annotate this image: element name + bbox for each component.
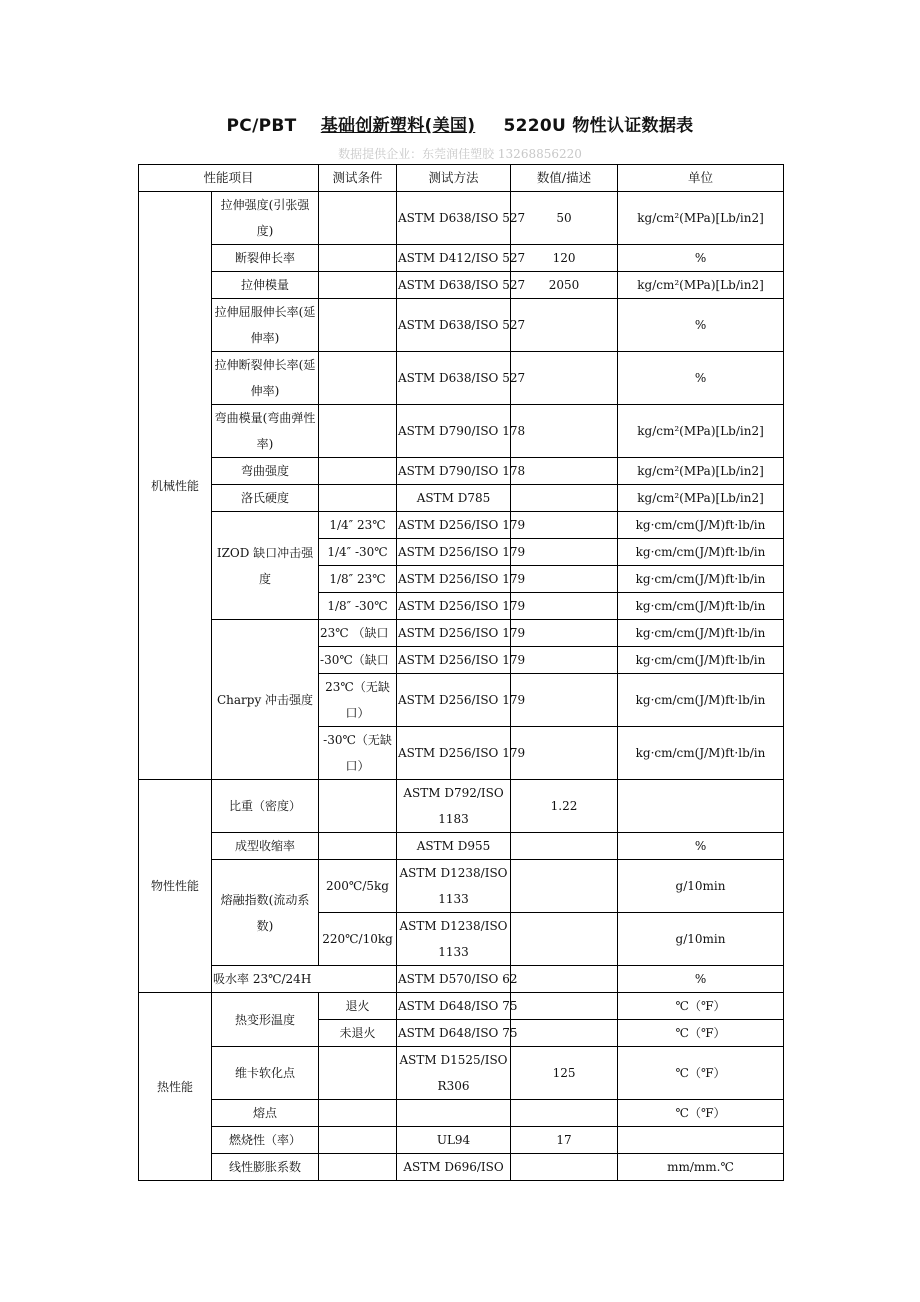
property-unit: ℃（℉） [618, 993, 784, 1020]
property-unit: kg/cm²(MPa)[Lb/in2] [618, 272, 784, 299]
test-condition [319, 1127, 397, 1154]
property-unit: ℃（℉） [618, 1020, 784, 1047]
property-unit: ℃（℉） [618, 1047, 784, 1100]
property-value [511, 299, 618, 352]
test-condition: 退火 [319, 993, 397, 1020]
property-unit: mm/mm.℃ [618, 1154, 784, 1181]
test-method: ASTM D785 [397, 485, 511, 512]
property-value: 125 [511, 1047, 618, 1100]
property-value [511, 860, 618, 913]
property-name: 洛氏硬度 [212, 485, 319, 512]
property-name: 拉伸强度(引张强度) [212, 192, 319, 245]
test-method: ASTM D256/ISO 179 [397, 512, 511, 539]
property-unit: kg·cm/cm(J/M)ft·lb/in [618, 674, 784, 727]
test-condition [319, 245, 397, 272]
property-name: 线性膨胀系数 [212, 1154, 319, 1181]
property-unit: g/10min [618, 913, 784, 966]
test-method: ASTM D256/ISO 179 [397, 539, 511, 566]
test-method: ASTM D648/ISO 75 [397, 993, 511, 1020]
property-value [511, 833, 618, 860]
property-name: 热变形温度 [212, 993, 319, 1047]
property-value: 50 [511, 192, 618, 245]
test-condition: 未退火 [319, 1020, 397, 1047]
test-condition: 220℃/10kg [319, 913, 397, 966]
table-row [139, 458, 784, 485]
test-method: ASTM D1525/ISO R306 [397, 1047, 511, 1100]
property-unit: kg·cm/cm(J/M)ft·lb/in [618, 647, 784, 674]
table-row [139, 1100, 784, 1127]
test-method: ASTM D792/ISO 1183 [397, 780, 511, 833]
header-item: 性能项目 [139, 165, 319, 192]
test-method: ASTM D955 [397, 833, 511, 860]
property-unit: kg·cm/cm(J/M)ft·lb/in [618, 620, 784, 647]
table-row [139, 245, 784, 272]
test-condition [319, 1047, 397, 1100]
test-condition [319, 458, 397, 485]
test-method: ASTM D638/ISO 527 [397, 192, 511, 245]
table-row [139, 272, 784, 299]
table-row [139, 1154, 784, 1181]
header-method: 测试方法 [397, 165, 511, 192]
test-method [397, 1100, 511, 1127]
property-value: 2050 [511, 272, 618, 299]
table-row [139, 405, 784, 458]
header-value: 数值/描述 [511, 165, 618, 192]
test-condition: 1/4″ 23℃ [319, 512, 397, 539]
test-condition [319, 1100, 397, 1127]
property-unit: g/10min [618, 860, 784, 913]
test-condition: -30℃（无缺口） [319, 727, 397, 780]
test-method: ASTM D648/ISO 75 [397, 1020, 511, 1047]
table-row [139, 860, 784, 913]
table-row [139, 192, 784, 245]
test-condition [319, 272, 397, 299]
header-unit: 单位 [618, 165, 784, 192]
section-thermal: 热性能 [139, 993, 212, 1181]
title-brand: 基础创新塑料(美国) [320, 116, 476, 136]
property-value [511, 1020, 618, 1047]
test-condition [319, 1154, 397, 1181]
property-value [511, 647, 618, 674]
test-condition: 1/8″ -30℃ [319, 593, 397, 620]
table-row [139, 352, 784, 405]
property-unit: kg/cm²(MPa)[Lb/in2] [618, 192, 784, 245]
test-condition [319, 833, 397, 860]
property-name: IZOD 缺口冲击强度 [212, 512, 319, 620]
test-method: ASTM D638/ISO 527 [397, 272, 511, 299]
section-physical: 物性性能 [139, 780, 212, 993]
property-value: 1.22 [511, 780, 618, 833]
page-title [0, 111, 920, 136]
property-value [511, 566, 618, 593]
table-row [139, 620, 784, 647]
test-method: ASTM D638/ISO 527 [397, 352, 511, 405]
property-name: 拉伸屈服伸长率(延伸率) [212, 299, 319, 352]
test-method: ASTM D1238/ISO 1133 [397, 913, 511, 966]
test-condition: -30℃（缺口 [319, 647, 397, 674]
property-unit: % [618, 299, 784, 352]
test-method: ASTM D256/ISO 179 [397, 674, 511, 727]
test-condition [319, 780, 397, 833]
test-method: ASTM D696/ISO [397, 1154, 511, 1181]
property-unit: ℃（℉） [618, 1100, 784, 1127]
property-unit: % [618, 966, 784, 993]
table-row [139, 833, 784, 860]
property-unit: kg·cm/cm(J/M)ft·lb/in [618, 539, 784, 566]
table-header-row [139, 165, 784, 192]
property-unit: kg/cm²(MPa)[Lb/in2] [618, 458, 784, 485]
property-name: 比重（密度） [212, 780, 319, 833]
test-condition [319, 485, 397, 512]
test-method: ASTM D1238/ISO 1133 [397, 860, 511, 913]
property-name: 熔点 [212, 1100, 319, 1127]
test-condition: 23℃（无缺口） [319, 674, 397, 727]
property-name: 吸水率 23℃/24H [212, 966, 397, 993]
property-unit: % [618, 245, 784, 272]
property-unit: % [618, 833, 784, 860]
property-value [511, 620, 618, 647]
property-unit [618, 780, 784, 833]
supplier-line: 数据提供企业：东莞润佳塑胶 13268856220 [338, 147, 582, 161]
test-method: ASTM D256/ISO 179 [397, 620, 511, 647]
property-value [511, 913, 618, 966]
test-condition: 1/4″ -30℃ [319, 539, 397, 566]
test-condition [319, 192, 397, 245]
title-material: PC/PBT [226, 116, 297, 136]
test-method: UL94 [397, 1127, 511, 1154]
test-condition: 200℃/5kg [319, 860, 397, 913]
property-value [511, 593, 618, 620]
property-value [511, 512, 618, 539]
table-row [139, 1047, 784, 1100]
property-unit: kg/cm²(MPa)[Lb/in2] [618, 405, 784, 458]
table-row [139, 299, 784, 352]
test-condition: 1/8″ 23℃ [319, 566, 397, 593]
title-grade: 5220U 物性认证数据表 [503, 116, 694, 136]
test-condition [319, 299, 397, 352]
property-value [511, 539, 618, 566]
property-value [511, 458, 618, 485]
table-row [139, 512, 784, 539]
table-row [139, 1127, 784, 1154]
property-value [511, 966, 618, 993]
test-method: ASTM D790/ISO 178 [397, 405, 511, 458]
property-value: 120 [511, 245, 618, 272]
property-unit: kg/cm²(MPa)[Lb/in2] [618, 485, 784, 512]
property-unit [618, 1127, 784, 1154]
table-row [139, 966, 784, 993]
property-name: Charpy 冲击强度 [212, 620, 319, 780]
test-method: ASTM D790/ISO 178 [397, 458, 511, 485]
test-method: ASTM D256/ISO 179 [397, 647, 511, 674]
test-method: ASTM D256/ISO 179 [397, 593, 511, 620]
property-name: 拉伸断裂伸长率(延伸率) [212, 352, 319, 405]
property-value [511, 485, 618, 512]
property-name: 成型收缩率 [212, 833, 319, 860]
test-condition: 23℃ （缺口 [319, 620, 397, 647]
property-value [511, 674, 618, 727]
property-unit: kg·cm/cm(J/M)ft·lb/in [618, 727, 784, 780]
property-value [511, 993, 618, 1020]
test-method: ASTM D412/ISO 527 [397, 245, 511, 272]
table-row [139, 485, 784, 512]
property-name: 维卡软化点 [212, 1047, 319, 1100]
test-method: ASTM D256/ISO 179 [397, 727, 511, 780]
property-value [511, 352, 618, 405]
test-condition [319, 405, 397, 458]
property-value [511, 1154, 618, 1181]
property-unit: % [618, 352, 784, 405]
test-condition [319, 352, 397, 405]
section-mechanical: 机械性能 [139, 192, 212, 780]
properties-table [138, 164, 784, 1181]
property-value: 17 [511, 1127, 618, 1154]
property-name: 拉伸模量 [212, 272, 319, 299]
property-value [511, 727, 618, 780]
property-unit: kg·cm/cm(J/M)ft·lb/in [618, 512, 784, 539]
property-name: 弯曲模量(弯曲弹性率) [212, 405, 319, 458]
property-name: 燃烧性（率） [212, 1127, 319, 1154]
property-value [511, 405, 618, 458]
property-unit: kg·cm/cm(J/M)ft·lb/in [618, 566, 784, 593]
test-method: ASTM D570/ISO 62 [397, 966, 511, 993]
test-method: ASTM D256/ISO 179 [397, 566, 511, 593]
property-value [511, 1100, 618, 1127]
table-row [139, 780, 784, 833]
property-name: 弯曲强度 [212, 458, 319, 485]
property-unit: kg·cm/cm(J/M)ft·lb/in [618, 593, 784, 620]
property-name: 熔融指数(流动系数) [212, 860, 319, 966]
property-name: 断裂伸长率 [212, 245, 319, 272]
test-method: ASTM D638/ISO 527 [397, 299, 511, 352]
header-condition: 测试条件 [319, 165, 397, 192]
table-row [139, 993, 784, 1020]
